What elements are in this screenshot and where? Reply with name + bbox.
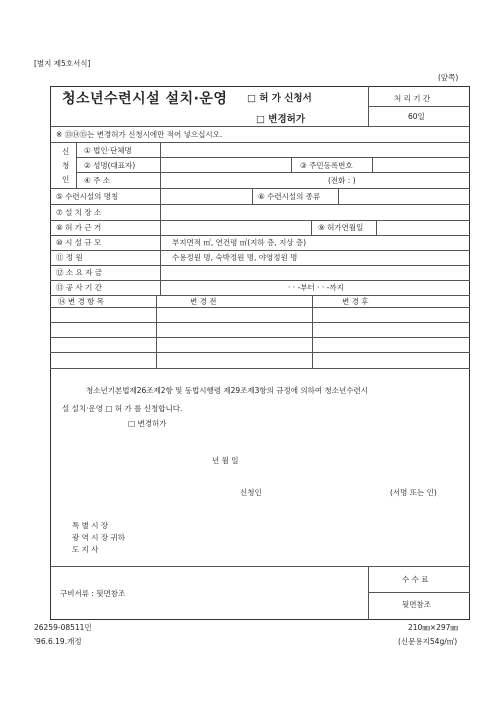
application-date[interactable]: 년 월 일 [212, 456, 239, 465]
permit-option-new[interactable]: □ 허 가 신청서 [247, 93, 312, 104]
change-after-header: 변 경 후 [342, 297, 369, 306]
facility-type-field[interactable] [339, 189, 469, 203]
facility-name-field[interactable] [161, 189, 251, 203]
paper-size: 210㎜×297㎜ [408, 623, 458, 632]
page-side-label: (앞쪽) [438, 73, 459, 82]
recipient-province: 도 지 사 [72, 545, 99, 554]
location-field[interactable] [161, 205, 469, 219]
processing-period-value: 60일 [408, 112, 425, 121]
permit-basis-label: ⑧ 허 가 근 거 [56, 223, 102, 232]
resident-no-field[interactable] [373, 158, 469, 172]
form-code: 26259-08511민 [34, 623, 92, 632]
declaration-change-option[interactable]: □ 변경허가 [128, 419, 167, 428]
applicant-char-2: 청 [62, 161, 70, 170]
declaration-line-1: 청소년기본법제26조제2항 및 동법시행령 제29조제3항의 규정에 의하여 청소년수련시 [86, 386, 369, 395]
construction-period-detail[interactable]: · · -부터 · · -까지 [288, 283, 344, 292]
address-field[interactable] [161, 173, 326, 187]
applicant-signature-label: 신청인 [240, 488, 262, 497]
permit-basis-field[interactable] [161, 221, 311, 234]
location-label: ⑦ 설 치 장 소 [56, 208, 102, 217]
facility-name-label: ⑤ 수련시설의 명칭 [56, 192, 119, 201]
applicant-char-3: 인 [62, 175, 70, 184]
permit-date-field[interactable] [377, 221, 469, 234]
change-item-header: ⑭ 변 경 항 목 [58, 297, 105, 306]
capacity-detail[interactable]: 수용정원 명, 숙박정원 명, 야영정원 명 [172, 253, 298, 262]
address-label: ④ 주 소 [84, 176, 110, 185]
change-before-header: 변 경 전 [190, 297, 217, 306]
paper-type: (신문용지54g/㎡) [398, 637, 458, 646]
facility-type-label: ⑥ 수련시설의 종류 [258, 192, 321, 201]
revision-date: '96.6.19.개정 [34, 637, 82, 646]
rep-name-field[interactable] [161, 158, 291, 172]
form-number-label: [별지 제5호서식] [34, 59, 91, 68]
signature-note[interactable]: (서명 또는 인) [390, 488, 437, 497]
resident-no-label: ③ 주민등록번호 [300, 161, 353, 170]
form-note: ※ ⑬⑭⑮는 변경허가 신청시에만 적어 넣으십시오. [56, 130, 223, 139]
corp-name-label: ① 법인·단체명 [84, 146, 132, 155]
fee-value: 뒷면참조 [402, 600, 431, 609]
capacity-label: ⑪ 정 원 [56, 253, 83, 262]
facility-scale-detail[interactable]: 부지면적 ㎡, 연건평 ㎡(지하 층, 지상 층) [172, 238, 307, 247]
permit-option-change[interactable]: □ 변경허가 [256, 114, 305, 125]
rep-name-label: ② 성명(대표자) [84, 161, 136, 170]
declaration-line-2: 설 설치·운영 □ 허 가 를 신청합니다. [62, 404, 183, 413]
phone-label: (전화 : ) [328, 176, 356, 185]
fee-label: 수 수 료 [402, 575, 429, 584]
recipient-metro-city: 광 역 시 장 귀하 [72, 533, 126, 542]
facility-scale-label: ⑩ 시 설 규 모 [56, 238, 102, 247]
corp-name-field[interactable] [161, 143, 469, 157]
funds-field[interactable] [161, 266, 469, 280]
required-docs: 구비서류 : 뒷면참조 [60, 589, 126, 598]
recipient-special-city: 특 별 시 장 [72, 521, 109, 530]
form-title: 청소년수련시설 설치·운영 [62, 91, 228, 107]
processing-period-label: 처 리 기 간 [394, 94, 431, 103]
funds-label: ⑫ 소 요 자 금 [56, 268, 103, 277]
construction-period-label: ⑬ 공 사 기 간 [56, 283, 103, 292]
applicant-char-1: 신 [62, 147, 70, 156]
permit-date-label: ⑨ 허가연월일 [318, 223, 364, 232]
